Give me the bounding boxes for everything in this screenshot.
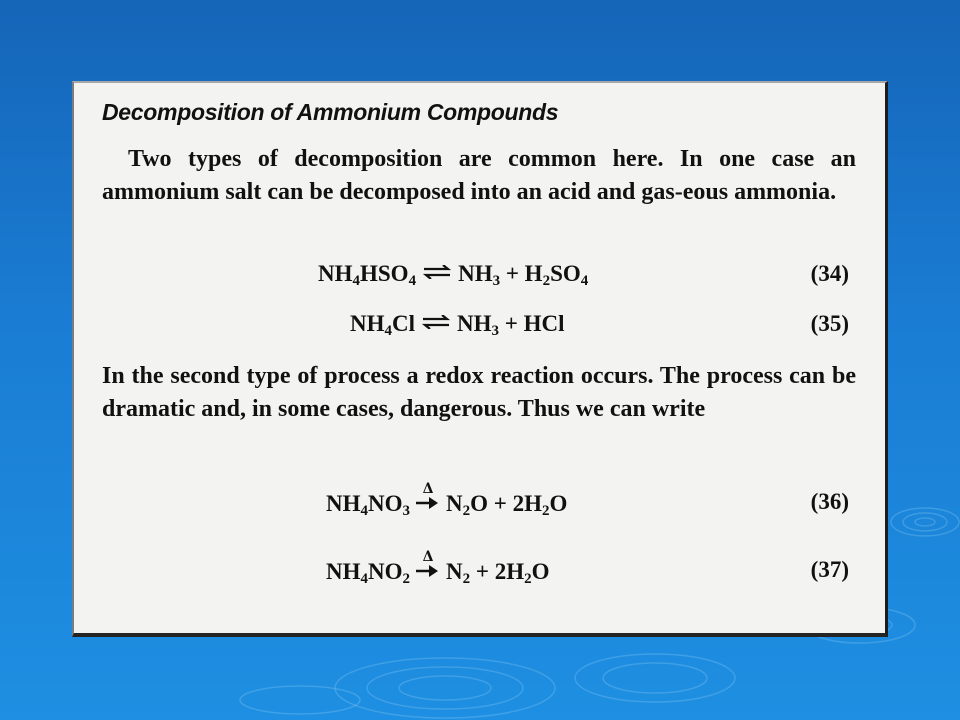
equation-35: $NH_4Cl$ $NH_3$ + HCl [350, 311, 565, 339]
equation-34: $NH_4HSO_4$ $NH_3 + H_2SO_4$ [318, 261, 589, 289]
equation-36-number: (36) [810, 489, 849, 514]
equation-36: $NH_4NO_3$ Δ $N_2O + 2H_2O$ [326, 481, 568, 519]
scanned-textbook-page [72, 81, 888, 637]
heat-arrow-icon [414, 549, 442, 581]
equation-37-number: (37) [810, 557, 849, 582]
equation-35-number: (35) [810, 311, 849, 336]
equation-37: $NH_4NO_2$ Δ $N_2 + 2H_2O$ [326, 549, 550, 587]
redox-paragraph: In the second type of process a redox reaction occurs. The process can be dramatic and, in some cases, dangerous. Thus we can write [102, 363, 856, 422]
heat-symbol: Δ [422, 549, 434, 565]
heat-arrow-icon [414, 481, 442, 513]
heat-symbol: Δ [422, 481, 434, 497]
section-title: Decomposition of Ammonium Compounds [102, 99, 559, 125]
equation-34-number: (34) [810, 261, 849, 286]
equilibrium-arrow-icon [421, 315, 451, 329]
intro-paragraph: Two types of decomposition are common here. In one case an ammonium salt can be decomposed into an acid and gas-eous ammonia. [102, 146, 856, 205]
equilibrium-arrow-icon [422, 265, 452, 279]
